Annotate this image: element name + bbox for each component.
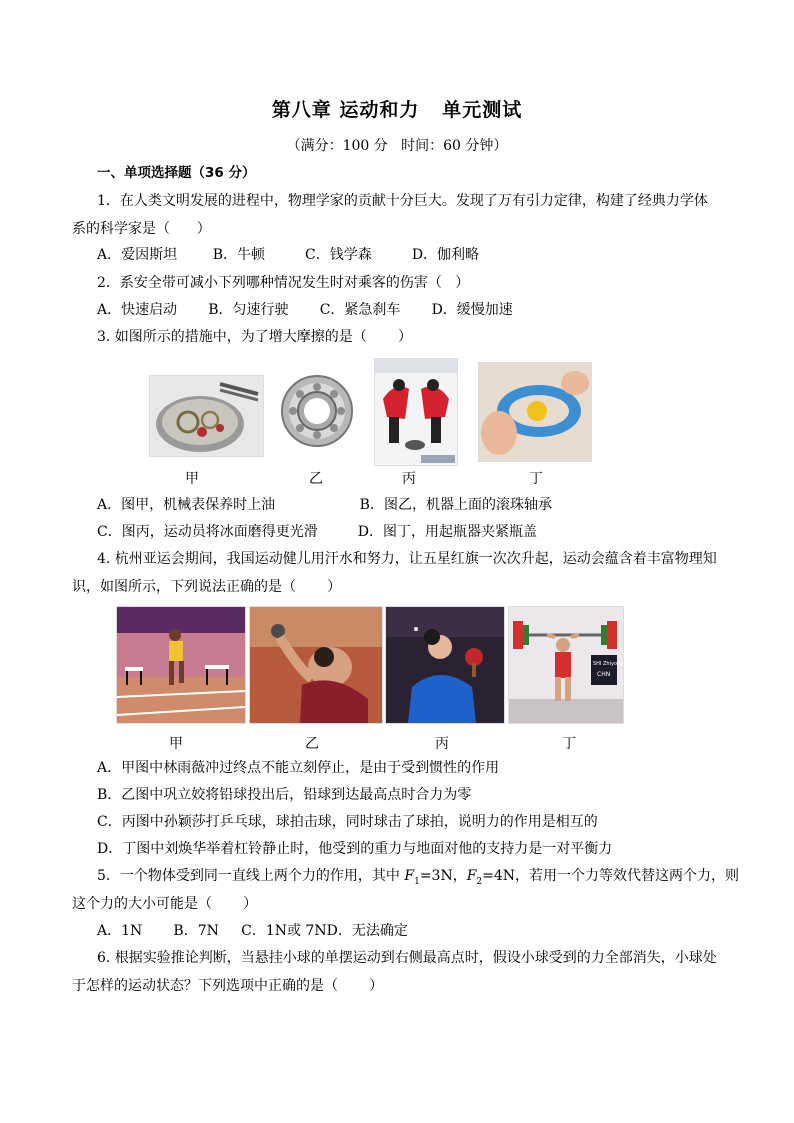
athlete-country-sign: CHN: [597, 671, 611, 678]
section-heading: 一、单项选择题（36 分）: [97, 165, 256, 181]
shot-put-photo: [249, 606, 383, 724]
q5-f1-symbol: F: [404, 868, 415, 884]
hurdle-runner-icon: [117, 607, 245, 723]
hurdles-photo: [116, 606, 246, 724]
q4-option-d: D．丁图中刘焕华举着杠铃静止时，他受到的重力与地面对他的支持力是一对平衡力: [97, 841, 613, 857]
q5-stem-line1: [97, 866, 739, 892]
bearing-icon: [280, 373, 354, 449]
q5-f2-symbol: F: [466, 868, 477, 884]
q5-f1-subscript: 1: [414, 876, 420, 887]
q5-f2-value: =4N，若用一个力等效代替这两个力，则: [482, 868, 740, 884]
q1-options: A．爱因斯坦 B．牛顿 C．钱学森 D．伽利略: [97, 247, 480, 263]
watch-mechanism-photo: [149, 375, 264, 457]
q4-stem-line1: 4. 杭州亚运会期间，我国运动健儿用汗水和努力，让五星红旗一次次升起，运动会蕴含着丰富物理知: [97, 551, 717, 567]
table-tennis-player-icon: [386, 607, 504, 723]
q3-caption-ding: 丁: [529, 471, 543, 487]
q3-options-line1: A．图甲，机械表保养时上油 B．图乙，机器上面的滚珠轴承: [97, 497, 552, 513]
bottle-opener-icon: [479, 363, 591, 461]
q1-stem-line2: 系的科学家是（ ）: [72, 221, 211, 237]
q5-stem-prefix: 5．一个物体受到同一直线上两个力的作用，其中: [97, 868, 405, 884]
q4-option-c: C．丙图中孙颖莎打乒乓球，球拍击球，同时球击了球拍，说明力的作用是相互的: [97, 814, 598, 830]
q5-stem-line2: 这个力的大小可能是（ ）: [72, 896, 258, 912]
curling-icon: [375, 359, 457, 465]
table-tennis-photo: [385, 606, 505, 724]
page-subtitle: （满分：100 分 时间：60 分钟）: [286, 138, 508, 154]
athlete-name-sign: SHI Zhiyong: [593, 661, 624, 667]
q3-caption-bing: 丙: [402, 471, 416, 487]
q4-caption-jia: 甲: [169, 736, 183, 752]
q3-caption-yi: 乙: [309, 471, 323, 487]
q1-stem-line1: 1．在人类文明发展的进程中，物理学家的贡献十分巨大。发现了万有引力定律，构建了经典力学体: [97, 193, 708, 209]
shot-putter-icon: [250, 607, 382, 723]
q4-option-a: A．甲图中林雨薇冲过终点不能立刻停止，是由于受到惯性的作用: [97, 760, 500, 776]
weightlifting-photo: [508, 606, 624, 724]
q3-stem: 3. 如图所示的措施中，为了增大摩擦的是（ ）: [97, 329, 412, 345]
q2-options: A．快速启动 B．匀速行驶 C．紧急刹车 D．缓慢加速: [97, 302, 513, 318]
page-title: 第八章 运动和力 单元测试: [271, 99, 523, 121]
q3-options-line2: C．图丙，运动员将冰面磨得更光滑 D．图丁，用起瓶器夹紧瓶盖: [97, 524, 537, 540]
q6-stem-line2: 于怎样的运动状态？下列选项中正确的是（ ）: [72, 978, 384, 994]
q5-options: A．1N B．7N C．1N或 7ND．无法确定: [97, 923, 408, 939]
q4-caption-bing: 丙: [435, 736, 449, 752]
q2-stem: 2．系安全带可减小下列哪种情况发生时对乘客的伤害（ ）: [97, 275, 470, 291]
q3-caption-jia: 甲: [185, 471, 199, 487]
q4-option-b: B．乙图中巩立姣将铅球投出后，铅球到达最高点时合力为零: [97, 787, 472, 803]
curling-photo: [374, 358, 458, 466]
q4-caption-ding: 丁: [562, 736, 576, 752]
bottle-opener-photo: [478, 362, 592, 462]
q4-stem-line2: 识，如图所示，下列说法正确的是（ ）: [72, 579, 342, 595]
watch-gears-icon: [150, 376, 263, 456]
q4-caption-yi: 乙: [305, 736, 319, 752]
q5-f1-value: =3N，: [419, 868, 467, 884]
q5-f2-subscript: 2: [476, 876, 483, 887]
q6-stem-line1: 6. 根据实验推论判断，当悬挂小球的单摆运动到右侧最高点时，假设小球受到的力全部消失，小球处: [97, 950, 717, 966]
ball-bearing-photo: [280, 373, 354, 449]
